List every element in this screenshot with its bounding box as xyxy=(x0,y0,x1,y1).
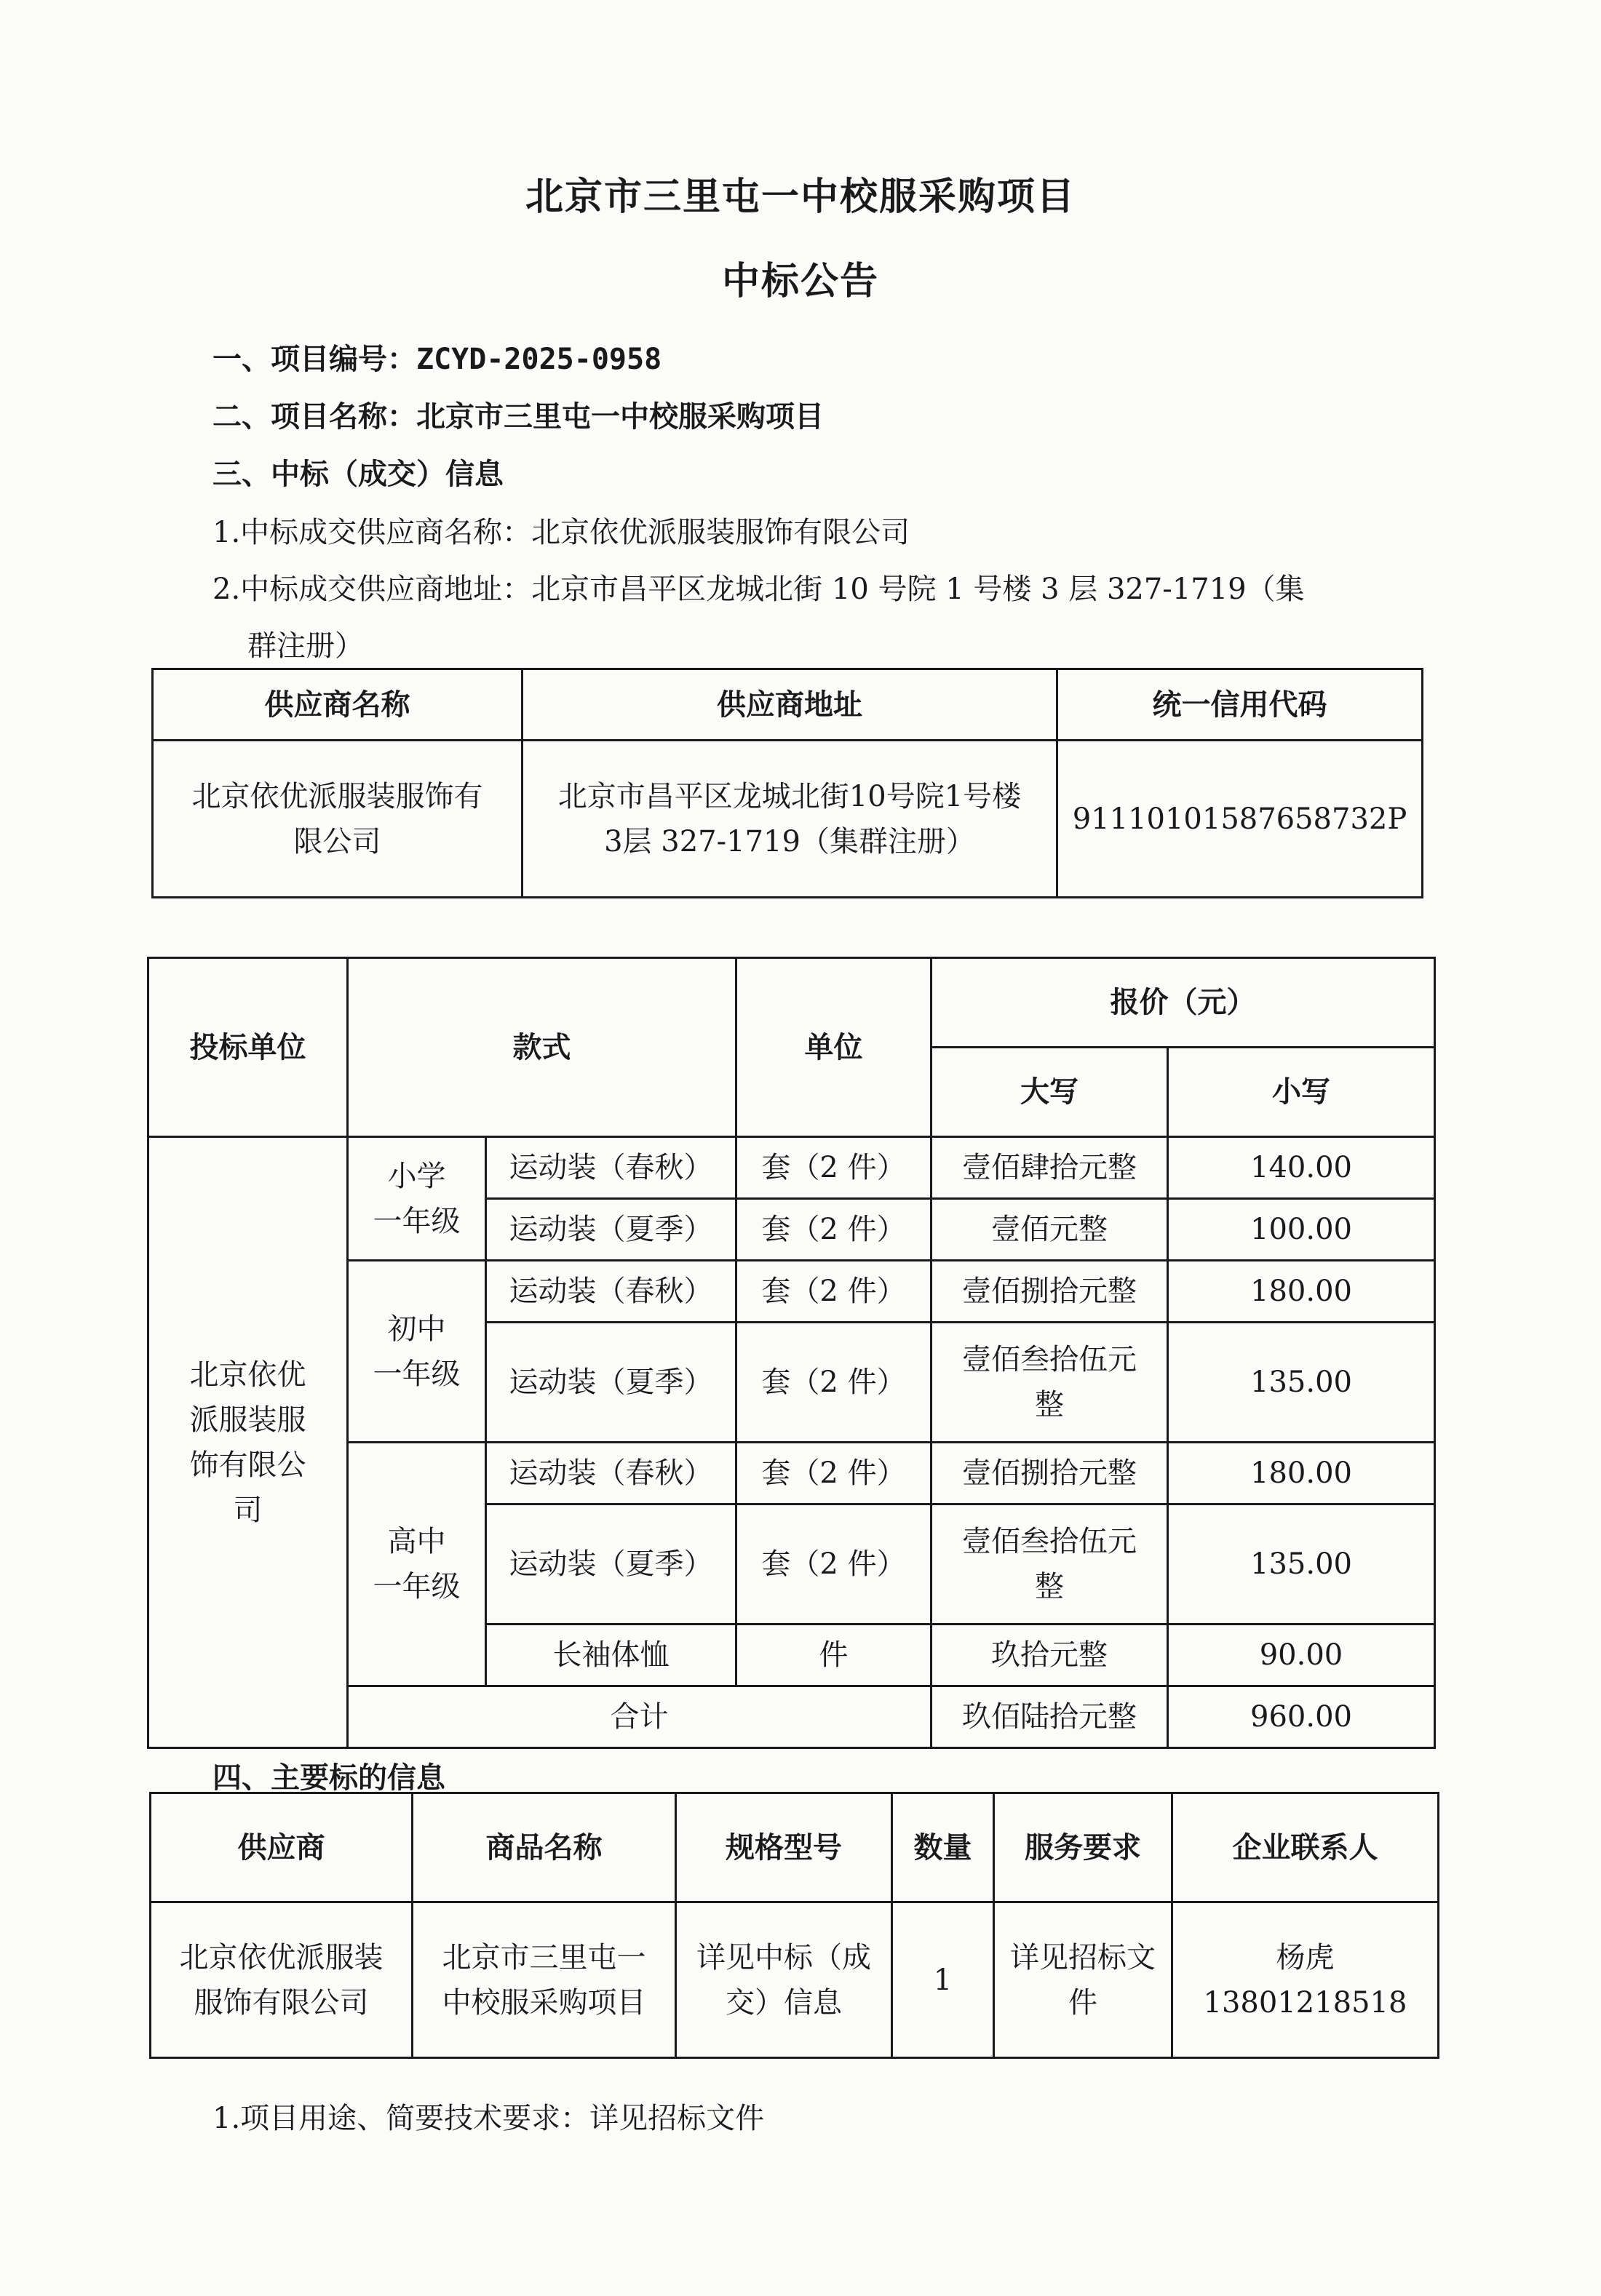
price-header-upper: 大写 xyxy=(931,1048,1168,1137)
unit-cell: 套（2 件） xyxy=(736,1504,931,1625)
lower-price-cell: 135.00 xyxy=(1168,1504,1435,1625)
price-header-bidder: 投标单位 xyxy=(148,958,348,1137)
lower-price-cell: 100.00 xyxy=(1168,1199,1435,1261)
project-name-value: 北京市三里屯一中校服采购项目 xyxy=(416,400,824,434)
upper-price-cell: 壹佰元整 xyxy=(931,1199,1168,1261)
lower-price-cell: 180.00 xyxy=(1168,1261,1435,1323)
supplier-name-line2: 限公司 xyxy=(293,824,381,858)
upper-price-line1: 壹佰叁拾伍元 xyxy=(962,1525,1137,1558)
subject-supplier-line2: 服饰有限公司 xyxy=(194,1985,369,2020)
subject-spec-line2: 交）信息 xyxy=(726,1985,842,2020)
subject-header-qty: 数量 xyxy=(892,1793,994,1902)
subject-contact-name: 杨虎 xyxy=(1276,1940,1335,1974)
project-number-value: ZCYD-2025-0958 xyxy=(416,343,662,376)
supplier-name-line1: 北京依优派服装服饰有 xyxy=(191,779,483,813)
supplier-address-cell xyxy=(523,741,1057,898)
subject-service-cell xyxy=(994,1902,1172,2058)
subject-table xyxy=(149,1792,1439,2059)
subject-service-line2: 件 xyxy=(1068,1985,1097,2020)
award-supplier-address: 2.中标成交供应商地址：北京市昌平区龙城北街 10 号院 1 号楼 3 层 327-1719（集 xyxy=(212,573,1305,606)
bidder-line: 派服装服 xyxy=(189,1403,306,1437)
item-cell: 运动装（春秋） xyxy=(486,1137,736,1199)
upper-price-line2: 整 xyxy=(1035,1388,1064,1422)
supplier-table-header-code: 统一信用代码 xyxy=(1057,669,1423,741)
price-header-style: 款式 xyxy=(348,958,736,1137)
grade-line: 一年级 xyxy=(373,1570,461,1603)
grade-senior-cell xyxy=(348,1443,486,1686)
lower-price-cell: 140.00 xyxy=(1168,1137,1435,1199)
subject-header-supplier: 供应商 xyxy=(151,1793,413,1902)
supplier-table-header-address: 供应商地址 xyxy=(523,669,1057,741)
award-supplier-name: 1.中标成交供应商名称：北京依优派服装服饰有限公司 xyxy=(212,516,910,549)
unit-cell: 套（2 件） xyxy=(736,1323,931,1443)
item-cell: 运动装（春秋） xyxy=(486,1261,736,1323)
upper-price-line2: 整 xyxy=(1035,1570,1064,1603)
subject-product-line1: 北京市三里屯一 xyxy=(442,1940,646,1974)
subject-header-spec: 规格型号 xyxy=(676,1793,892,1902)
grade-line: 初中 xyxy=(387,1312,446,1346)
subject-spec-line1: 详见中标（成 xyxy=(696,1940,871,1974)
item-cell: 运动装（夏季） xyxy=(486,1323,736,1443)
lower-price-cell: 135.00 xyxy=(1168,1323,1435,1443)
price-header-unit: 单位 xyxy=(736,958,931,1137)
item-cell: 运动装（夏季） xyxy=(486,1504,736,1625)
item-cell: 运动装（春秋） xyxy=(486,1443,736,1504)
grade-line: 小学 xyxy=(387,1159,446,1193)
total-lower-cell: 960.00 xyxy=(1168,1686,1435,1748)
grade-primary-cell xyxy=(348,1137,486,1261)
subject-spec-cell xyxy=(676,1902,892,2058)
subject-contact-phone: 13801218518 xyxy=(1203,1985,1407,2020)
subject-header-service: 服务要求 xyxy=(994,1793,1172,1902)
upper-price-cell xyxy=(931,1323,1168,1443)
grade-line: 一年级 xyxy=(373,1357,461,1391)
unit-cell: 套（2 件） xyxy=(736,1137,931,1199)
supplier-address-line2: 3层 327-1719（集群注册） xyxy=(604,824,975,858)
total-label-cell: 合计 xyxy=(348,1686,931,1748)
bidder-line: 饰有限公 xyxy=(189,1448,306,1482)
upper-price-cell xyxy=(931,1504,1168,1625)
project-purpose-line: 1.项目用途、简要技术要求：详见招标文件 xyxy=(212,2102,765,2135)
bidder-line: 司 xyxy=(233,1493,263,1527)
upper-price-cell: 壹佰捌拾元整 xyxy=(931,1261,1168,1323)
upper-price-cell: 壹佰捌拾元整 xyxy=(931,1443,1168,1504)
item-cell: 运动装（夏季） xyxy=(486,1199,736,1261)
document-title: 北京市三里屯一中校服采购项目 xyxy=(525,175,1076,219)
unit-cell: 套（2 件） xyxy=(736,1261,931,1323)
subject-product-line2: 中校服采购项目 xyxy=(442,1985,646,2020)
subject-product-cell xyxy=(413,1902,676,2058)
lower-price-cell: 180.00 xyxy=(1168,1443,1435,1504)
item-cell: 长袖体恤 xyxy=(486,1625,736,1686)
award-supplier-address-cont: 群注册） xyxy=(247,629,364,663)
subject-header-contact: 企业联系人 xyxy=(1172,1793,1439,1902)
award-info-heading: 三、中标（成交）信息 xyxy=(212,458,504,491)
subject-service-line1: 详见招标文 xyxy=(1010,1940,1156,1974)
price-header-quote: 报价（元） xyxy=(931,958,1435,1048)
price-table xyxy=(147,957,1436,1749)
project-name-line xyxy=(212,394,824,435)
total-upper-cell: 玖佰陆拾元整 xyxy=(931,1686,1168,1748)
supplier-name-cell xyxy=(153,741,523,898)
subject-header-product: 商品名称 xyxy=(413,1793,676,1902)
project-name-label: 二、项目名称： xyxy=(212,400,416,434)
subject-supplier-cell xyxy=(151,1902,413,2058)
project-number-label: 一、项目编号： xyxy=(212,343,416,376)
upper-price-cell: 壹佰肆拾元整 xyxy=(931,1137,1168,1199)
upper-price-line1: 壹佰叁拾伍元 xyxy=(962,1343,1137,1376)
supplier-table-header-name: 供应商名称 xyxy=(153,669,523,741)
bidder-line: 北京依优 xyxy=(189,1358,306,1392)
supplier-table xyxy=(151,668,1423,898)
grade-junior-cell xyxy=(348,1261,486,1443)
project-number-line xyxy=(212,336,662,378)
document-subtitle: 中标公告 xyxy=(721,260,879,303)
lower-price-cell: 90.00 xyxy=(1168,1625,1435,1686)
subject-qty-cell: 1 xyxy=(892,1902,994,2058)
supplier-address-line1: 北京市昌平区龙城北街10号院1号楼 xyxy=(557,779,1022,813)
upper-price-cell: 玖拾元整 xyxy=(931,1625,1168,1686)
price-header-lower: 小写 xyxy=(1168,1048,1435,1137)
subject-contact-cell xyxy=(1172,1902,1439,2058)
subject-info-heading: 四、主要标的信息 xyxy=(212,1761,445,1795)
unit-cell: 套（2 件） xyxy=(736,1443,931,1504)
grade-line: 一年级 xyxy=(373,1204,461,1238)
unit-cell: 件 xyxy=(736,1625,931,1686)
grade-line: 高中 xyxy=(387,1525,446,1558)
subject-supplier-line1: 北京依优派服装 xyxy=(179,1940,384,1974)
supplier-credit-code: 91110101587658732P xyxy=(1057,741,1423,898)
unit-cell: 套（2 件） xyxy=(736,1199,931,1261)
bidder-cell xyxy=(148,1137,348,1748)
